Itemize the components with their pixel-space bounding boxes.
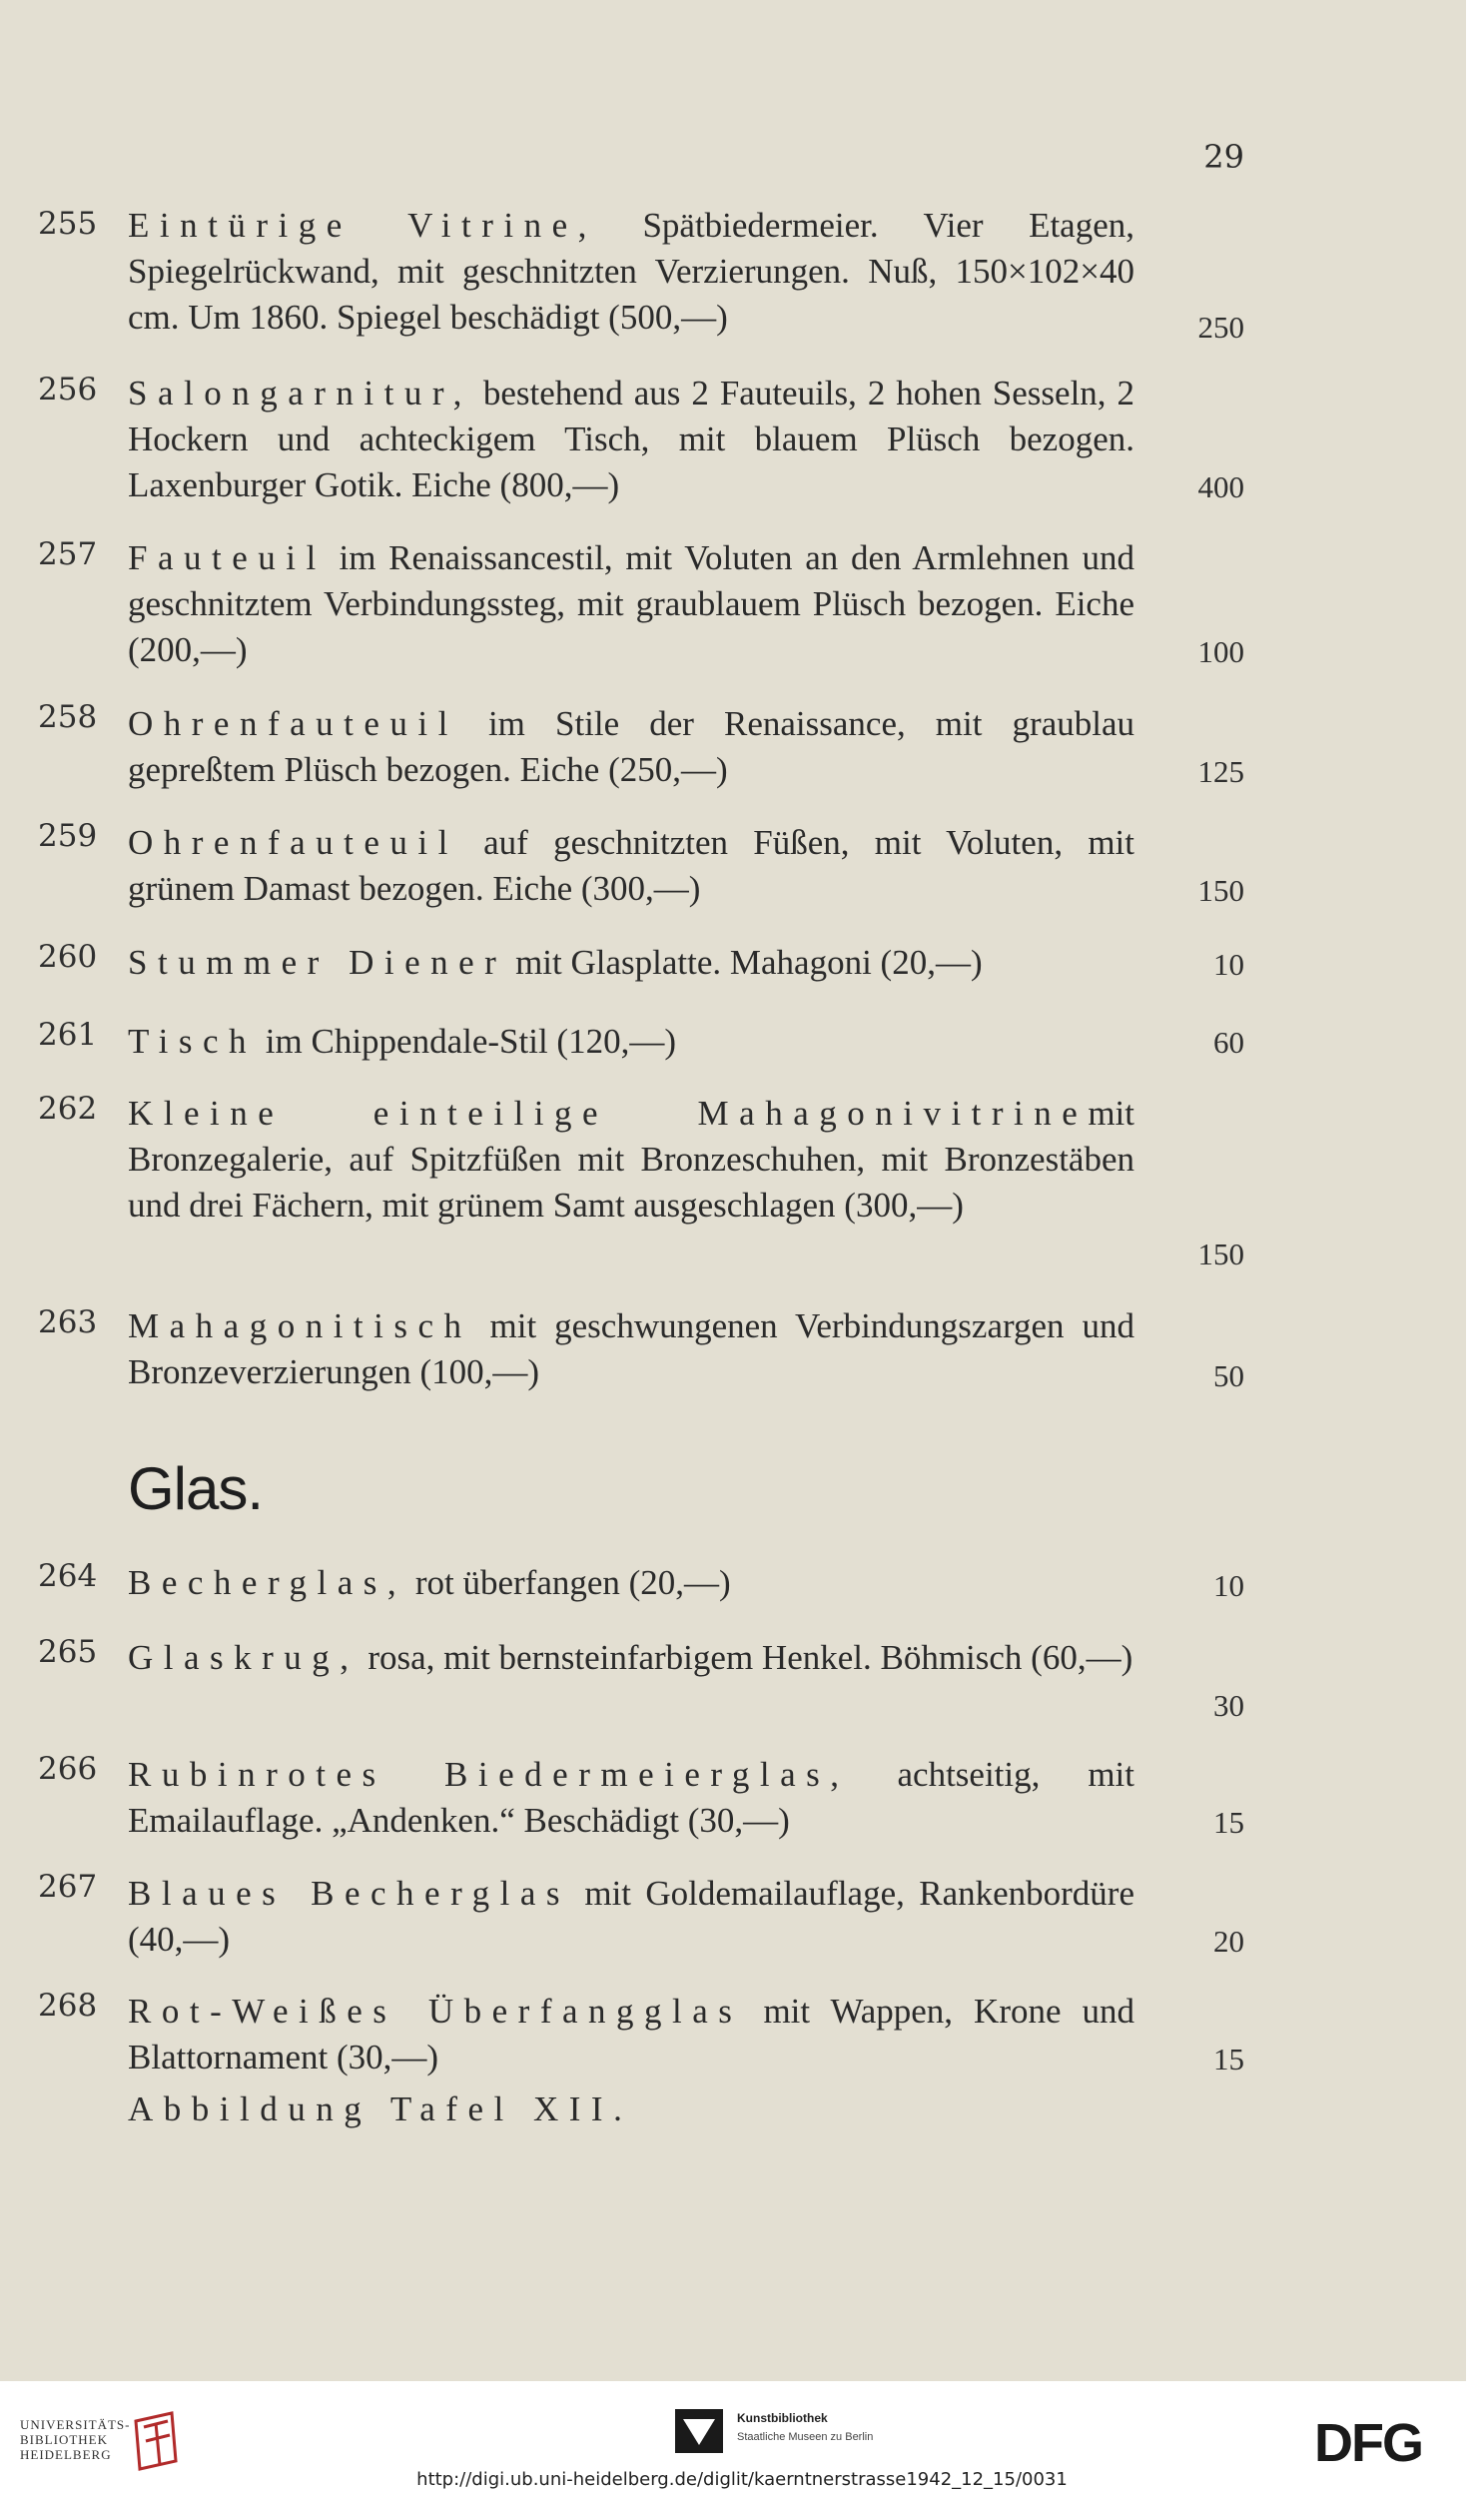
page-number: 29 [1203, 138, 1244, 176]
lot-price: 60 [1213, 1025, 1244, 1060]
lot-number: 260 [38, 939, 98, 975]
lot-price: 150 [1197, 1237, 1244, 1271]
lot-price: 100 [1197, 634, 1244, 669]
kunstbibliothek-mark-icon [675, 2409, 723, 2453]
lot-price: 50 [1213, 1358, 1244, 1393]
entry-description [128, 820, 1134, 912]
entry-body: mit Wappen, Krone und Blattornament (30,—) [128, 1992, 1135, 2077]
lot-number: 258 [38, 699, 98, 735]
lot-price: 30 [1213, 1688, 1244, 1723]
entry-body: rosa, mit bernsteinfarbigem Henkel. Böhmisch (60,—) [368, 1638, 1133, 1677]
lot-price: 250 [1197, 310, 1244, 345]
lot-number: 259 [38, 818, 98, 854]
entry-body: mit Bronzegalerie, auf Spitzfüßen mit Bronzeschuhen, mit Bronzestäben und drei Fächern, mit grünem Samt ausgeschlagen (300,—) [128, 1094, 1134, 1225]
entry-body: mit geschwungenen Verbindungszargen und Bronzeverzierungen (100,—) [128, 1306, 1135, 1391]
lot-price: 125 [1197, 754, 1244, 789]
entry-title: Fauteuil [128, 538, 327, 577]
dfg-logo-text: DFG [1314, 2417, 1422, 2465]
entry-description [128, 203, 1134, 341]
entry-title: Rubinrotes Biedermeierglas, [128, 1755, 850, 1794]
source-url: http://digi.ub.uni-heidelberg.de/diglit/kaerntnerstrasse1942_12_15/0031 [416, 2469, 1068, 2490]
dfg-logo [1314, 2417, 1454, 2465]
entry-body: auf geschnitzten Füßen, mit Voluten, mit grünem Damast bezogen. Eiche (300,—) [128, 823, 1134, 908]
entry-body: im Chippendale-Stil (120,—) [265, 1022, 676, 1061]
lot-price: 400 [1197, 469, 1244, 504]
entry-title: Tisch [128, 1022, 258, 1061]
entry-title: Salongarnitur, [128, 374, 472, 413]
lot-number: 264 [38, 1558, 98, 1594]
entry-description [128, 1635, 1134, 1681]
digitization-footer [0, 2381, 1484, 2495]
entry-body: mit Glasplatte. Mahagoni (20,—) [515, 943, 983, 982]
entry-body: im Renaissancestil, mit Voluten an den Armlehnen und geschnitztem Verbindungssteg, mit graublauem Plüsch bezogen. Eiche (200,—) [128, 538, 1134, 669]
kunstbibliothek-title: Kunstbibliothek [737, 2411, 828, 2425]
lot-number: 266 [38, 1751, 98, 1787]
lot-number: 268 [38, 1988, 98, 2024]
lot-price: 150 [1197, 873, 1244, 908]
lot-price: 20 [1213, 1924, 1244, 1959]
entry-body: achtseitig, mit Emailauflage. „Andenken.“ Beschädigt (30,—) [128, 1755, 1135, 1840]
lot-price: 15 [1213, 2042, 1244, 2077]
lot-number: 256 [38, 372, 98, 408]
lot-number: 255 [38, 206, 98, 242]
kunstbibliothek-subtitle: Staatliche Museen zu Berlin [737, 2431, 874, 2443]
entry-description [128, 1019, 1134, 1065]
figure-reference: Abbildung Tafel XII. [128, 2089, 633, 2128]
entry-body: bestehend aus 2 Fauteuils, 2 hohen Sesseln, 2 Hockern und achteckigem Tisch, mit blauem Plüsch bezogen. Laxenburger Gotik. Eiche (800,—) [128, 374, 1135, 504]
lot-price: 10 [1213, 1568, 1244, 1603]
entry-body: Spätbiedermeier. Vier Etagen, Spiegelrückwand, mit geschnitzten Verzierungen. Nuß, 150×102×40 cm. Um 1860. Spiegel beschädigt (500,—) [128, 206, 1135, 337]
entry-title: Kleine einteilige Mahagonivitrine [128, 1094, 1089, 1133]
entry-description [128, 371, 1134, 508]
entry-description [128, 1091, 1134, 1229]
library-mark-icon [132, 2411, 184, 2471]
entry-title: Ohrenfauteuil [128, 704, 458, 743]
entry-title: Eintürige Vitrine, [128, 206, 597, 245]
entry-title: Stummer Diener [128, 943, 507, 982]
entry-description [128, 1560, 1134, 1606]
page-edge [1466, 0, 1484, 2381]
lot-price: 15 [1213, 1805, 1244, 1840]
lot-number: 257 [38, 536, 98, 572]
entry-description [128, 1752, 1134, 1844]
entry-description [128, 535, 1134, 673]
kunstbibliothek-logo [675, 2409, 874, 2457]
entry-title: Glaskrug, [128, 1638, 360, 1677]
entry-description [128, 1303, 1134, 1395]
entry-title: Rot-Weißes Überfangglas [128, 1992, 743, 2031]
lot-number: 265 [38, 1634, 98, 1670]
entry-title: Becherglas, [128, 1563, 407, 1602]
lot-number: 267 [38, 1869, 98, 1905]
entry-description [128, 1871, 1134, 1963]
entry-description [128, 940, 1134, 986]
lot-number: 262 [38, 1091, 98, 1127]
library-logo-text: UNIVERSITÄTS- BIBLIOTHEK HEIDELBERG [20, 2417, 131, 2462]
lot-price: 10 [1213, 947, 1244, 982]
lot-number: 263 [38, 1304, 98, 1340]
section-heading: Glas. [128, 1455, 264, 1522]
entry-title: Ohrenfauteuil [128, 823, 458, 862]
entry-description [128, 1989, 1134, 2080]
heidelberg-library-logo [20, 2411, 190, 2471]
entry-body: im Stile der Renaissance, mit graublau gepreßtem Plüsch bezogen. Eiche (250,—) [128, 704, 1134, 789]
lot-number: 261 [38, 1017, 98, 1053]
entry-title: Blaues Becherglas [128, 1874, 570, 1913]
entry-body: mit Goldemailauflage, Rankenbordüre (40,—) [128, 1874, 1134, 1959]
entry-body: rot überfangen (20,—) [414, 1563, 731, 1602]
entry-title: Mahagonitisch [128, 1306, 472, 1345]
entry-description [128, 701, 1134, 793]
